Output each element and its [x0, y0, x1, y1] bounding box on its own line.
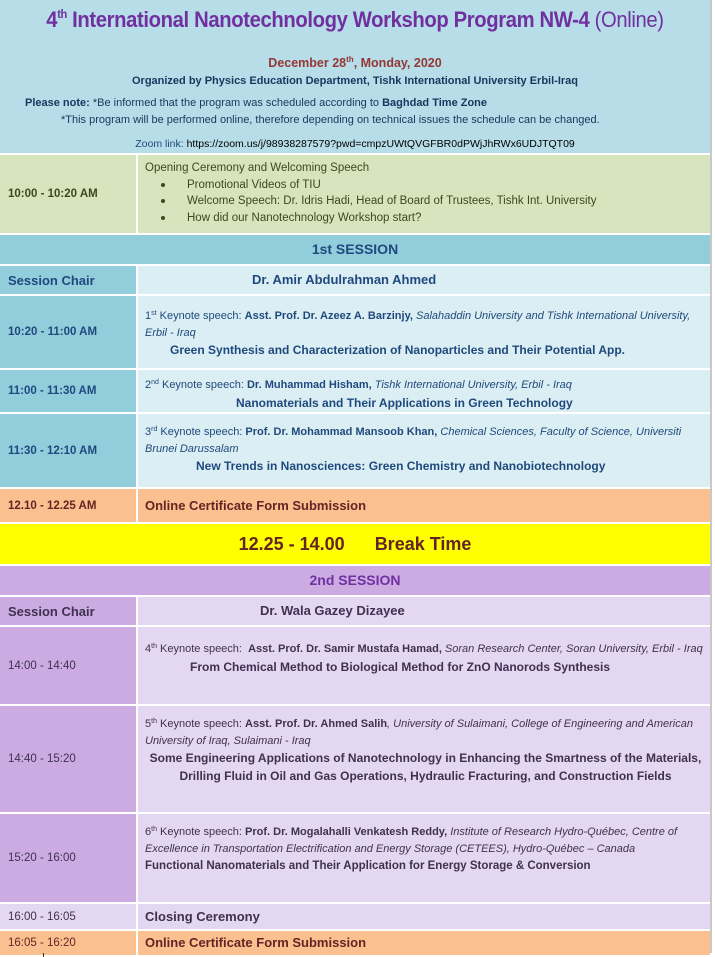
session-1-heading: 1st SESSION — [0, 233, 710, 264]
keynote-title: From Chemical Method to Biological Method for ZnO Nanorods Synthesis — [190, 659, 611, 674]
keynote-ordinal-suffix: th — [151, 643, 157, 650]
date-day: December 28 — [268, 56, 347, 70]
date-rest: , Monday, 2020 — [353, 56, 442, 70]
keynote-affiliation: Chemical Sciences, Faculty of Science, Universiti Brunei Darussalam — [145, 426, 682, 455]
keynote-time: 11:30 - 12:10 AM — [0, 414, 138, 487]
closing-row — [0, 902, 710, 929]
keynote-speaker-line — [145, 639, 710, 658]
program-header — [0, 0, 710, 153]
keynote-ordinal-suffix: nd — [151, 379, 159, 386]
opening-title: Opening Ceremony and Welcoming Speech — [145, 162, 370, 174]
keynote-time: 10:20 - 11:00 AM — [0, 296, 138, 368]
keynote-ordinal-suffix: th — [151, 718, 157, 725]
certificate-time: 16:05 - 16:20 — [0, 931, 138, 955]
keynote-ordinal: 3 — [145, 426, 152, 438]
title-number: 4 — [46, 7, 58, 32]
keynote-time: 14:00 - 14:40 — [0, 627, 138, 704]
keynote-ordinal: 5 — [145, 718, 152, 730]
keynote-speaker-line — [145, 822, 710, 857]
session-1-chair-row — [0, 264, 710, 294]
session-2-heading: 2nd SESSION — [0, 564, 710, 595]
keynote-row — [0, 812, 710, 902]
keynote-speaker: Asst. Prof. Dr. Ahmed Salih — [245, 718, 388, 730]
keynote-title: Some Engineering Applications of Nanotechnology in Enhancing the Smartness of the Materials, Drilling Fluid in Oil and Gas Operations, Hydraulic Fracturing, and Construction Fields — [149, 751, 702, 783]
keynote-title: Nanomaterials and Their Applications in Green Technology — [236, 395, 573, 410]
keynote-title: New Trends in Nanosciences: Green Chemistry and Nanobiotechnology — [196, 459, 606, 473]
certificate-row — [0, 929, 710, 955]
note-text: *Be informed that the program was scheduled according to — [89, 97, 383, 109]
keynote-content — [140, 370, 710, 412]
keynote-row — [0, 704, 710, 812]
keynote-affiliation: Tishk International University, Erbil - Iraq — [371, 379, 572, 391]
cursor-mark — [43, 953, 44, 957]
keynote-content — [140, 706, 710, 812]
keynote-content — [140, 814, 710, 902]
opening-row — [0, 153, 710, 233]
keynote-title: Functional Nanomaterials and Their Application for Energy Storage & Conversion — [145, 860, 591, 872]
keynote-speaker: Prof. Dr. Mogalahalli Venkatesh Reddy, — [245, 826, 448, 838]
keynote-speaker: Asst. Prof. Dr. Azeez A. Barzinjy, — [244, 310, 413, 322]
keynote-speaker-line — [145, 375, 710, 394]
keynote-label: Keynote speech: — [158, 379, 247, 391]
break-label: Break Time — [374, 534, 472, 554]
session-chair-label: Session Chair — [0, 266, 138, 294]
keynote-content — [140, 296, 710, 368]
keynote-row — [0, 412, 710, 487]
online-note: *This program will be performed online, therefore depending on technical issues the schedule can be changed. — [61, 114, 600, 126]
zoom-link-line — [0, 138, 710, 150]
title-main: International Nanotechnology Workshop Program NW-4 — [66, 7, 595, 32]
timezone-note — [25, 97, 487, 109]
opening-item: Promotional Videos of TIU — [187, 177, 710, 194]
break-time: 12.25 - 14.00 — [238, 534, 345, 554]
keynote-label: Keynote speech: — [156, 718, 246, 730]
keynote-affiliation: Salahaddin University and Tishk International University, Erbil - Iraq — [145, 310, 691, 339]
keynote-title: Green Synthesis and Characterization of Nanoparticles and Their Potential App. — [170, 343, 625, 357]
closing-time: 16:00 - 16:05 — [0, 904, 138, 929]
closing-label: Closing Ceremony — [145, 909, 260, 924]
session-chair-name: Dr. Wala Gazey Dizayee — [260, 603, 405, 618]
keynote-ordinal: 4 — [145, 643, 152, 655]
keynote-ordinal-suffix: rd — [151, 426, 158, 433]
event-date — [0, 55, 710, 70]
session-chair-name: Dr. Amir Abdulrahman Ahmed — [252, 272, 437, 287]
opening-list — [187, 177, 710, 227]
keynote-label: Keynote speech: — [156, 643, 249, 655]
keynote-speaker-line — [145, 422, 710, 457]
keynote-row — [0, 294, 710, 368]
session-chair-label: Session Chair — [0, 597, 138, 625]
keynote-row — [0, 625, 710, 704]
date-superscript: th — [346, 55, 354, 64]
keynote-label: Keynote speech: — [156, 826, 246, 838]
keynote-speaker-line — [145, 306, 710, 341]
keynote-time: 14:40 - 15:20 — [0, 706, 138, 812]
keynote-speaker: Dr. Muhammad Hisham, — [246, 379, 372, 391]
keynote-ordinal-suffix: st — [151, 310, 157, 317]
opening-item: How did our Nanotechnology Workshop start? — [187, 210, 710, 227]
keynote-affiliation: Institute of Research Hydro-Québec, Centre of Excellence in Transportation Electrification and Energy Storage (CETEES), Hydro-Québec – Canada — [145, 826, 678, 855]
opening-content — [140, 155, 710, 233]
keynote-affiliation: Soran Research Center, Soran University, Erbil - Iraq — [441, 643, 703, 655]
organizer-line: Organized by Physics Education Department, Tishk International University Erbil-Iraq — [131, 75, 578, 87]
session-2-chair-row — [0, 595, 710, 625]
keynote-speaker-line — [145, 714, 710, 749]
keynote-ordinal: 6 — [145, 826, 152, 838]
page-title — [28, 7, 681, 33]
zoom-link-label: Zoom link: — [135, 138, 187, 150]
keynote-row — [0, 368, 710, 412]
note-label: Please note: — [25, 97, 90, 109]
keynote-ordinal: 2 — [145, 379, 152, 391]
keynote-content — [140, 414, 710, 487]
certificate-label: Online Certificate Form Submission — [145, 498, 367, 513]
keynote-ordinal-suffix: th — [151, 826, 157, 833]
note-timezone: Baghdad Time Zone — [382, 97, 488, 109]
keynote-time: 15:20 - 16:00 — [0, 814, 138, 902]
keynote-ordinal: 1 — [145, 310, 152, 322]
opening-item: Welcome Speech: Dr. Idris Hadi, Head of Board of Trustees, Tishk Int. University — [187, 193, 710, 210]
certificate-time: 12.10 - 12.25 AM — [0, 489, 138, 522]
opening-time: 10:00 - 10:20 AM — [0, 155, 138, 233]
break-row — [0, 522, 710, 564]
keynote-content — [140, 627, 710, 704]
zoom-link-url[interactable]: https://zoom.us/j/98938287579?pwd=cmpzUWtQVGFBR0dPWjJhRWx6UDJTQT09 — [186, 138, 575, 150]
keynote-affiliation: , University of Sulaimani, College of Engineering and American University of Iraq, Sulaimani - Iraq — [145, 718, 693, 747]
certificate-row — [0, 487, 710, 522]
certificate-label: Online Certificate Form Submission — [145, 935, 367, 950]
keynote-label: Keynote speech: — [156, 310, 245, 322]
keynote-speaker: Asst. Prof. Dr. Samir Mustafa Hamad, — [248, 643, 442, 655]
keynote-speaker: Prof. Dr. Mohammad Mansoob Khan, — [245, 426, 438, 438]
title-superscript: th — [57, 7, 67, 21]
title-online: (Online) — [594, 7, 664, 32]
keynote-time: 11:00 - 11:30 AM — [0, 370, 138, 412]
keynote-label: Keynote speech: — [157, 426, 246, 438]
